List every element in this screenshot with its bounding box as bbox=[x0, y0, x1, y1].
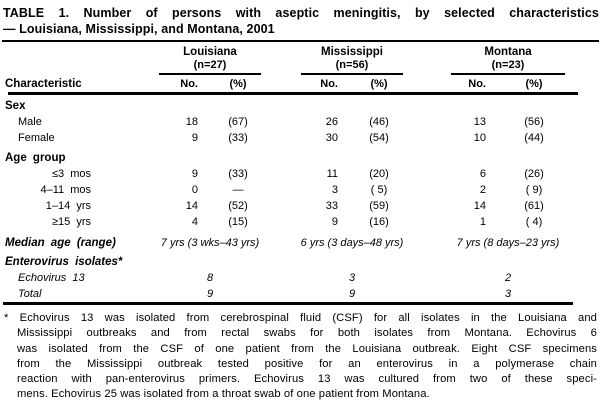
no-header-mississippi: No. bbox=[320, 78, 338, 90]
section-row-age-group bbox=[5, 150, 601, 166]
value-cell: 30 bbox=[325, 132, 338, 144]
footnote-line: Mississippi outbreaks and from rectal swabs for both isolates from Montana. Echovirus 6 bbox=[17, 327, 597, 340]
column-group-mississippi bbox=[301, 42, 403, 75]
value-cell: — bbox=[232, 184, 244, 196]
value-cell: 9 bbox=[191, 168, 198, 180]
value-cell: 9 bbox=[191, 132, 198, 144]
column-gap bbox=[269, 214, 293, 230]
column-group-louisiana bbox=[159, 42, 261, 75]
section-row-enterovirus-isolates bbox=[5, 254, 601, 270]
table-row-echovirus-13 bbox=[5, 270, 601, 286]
section-row-sex bbox=[5, 98, 601, 114]
value-cell: 3 bbox=[331, 184, 338, 196]
value-cell: 0 bbox=[191, 184, 198, 196]
footer-rule bbox=[3, 302, 573, 305]
column-gap bbox=[411, 214, 443, 230]
value-cell: (44) bbox=[524, 132, 544, 144]
group-n: (n=23) bbox=[491, 59, 525, 71]
column-gap bbox=[269, 130, 293, 146]
value-cell: ( 9) bbox=[525, 184, 543, 196]
value-cell: (52) bbox=[228, 200, 248, 212]
table-row-ge15yrs bbox=[5, 214, 601, 230]
column-group-montana bbox=[451, 42, 565, 75]
value-cell: 4 bbox=[191, 216, 198, 228]
value-cell: (67) bbox=[228, 116, 248, 128]
row-label: Echovirus 13 bbox=[18, 272, 85, 284]
table-row-4-11mos bbox=[5, 182, 601, 198]
row-label: ≤3 mos bbox=[52, 168, 91, 180]
column-gap bbox=[269, 166, 293, 182]
value-cell: 14 bbox=[473, 200, 486, 212]
value-cell: (54) bbox=[369, 132, 389, 144]
value-cell: ( 4) bbox=[525, 216, 543, 228]
value-cell: 13 bbox=[473, 116, 486, 128]
row-label: Total bbox=[18, 288, 42, 300]
value-cell: 2 bbox=[479, 184, 486, 196]
isolate-count-montana: 3 bbox=[504, 288, 512, 300]
row-label: 4–11 mos bbox=[40, 184, 91, 196]
column-gap bbox=[411, 114, 443, 130]
column-gap bbox=[411, 182, 443, 198]
isolate-count-mississippi: 3 bbox=[348, 272, 356, 284]
row-label: Female bbox=[18, 132, 55, 144]
value-cell: (59) bbox=[369, 200, 389, 212]
isolate-count-mississippi: 9 bbox=[348, 288, 356, 300]
footnote-line: mens. Echovirus 25 was isolated from a throat swab of one patient from Montana. bbox=[17, 388, 430, 401]
value-cell: 9 bbox=[331, 216, 338, 228]
value-cell: (33) bbox=[228, 168, 248, 180]
table-row-total bbox=[5, 286, 601, 302]
median-value-montana: 7 yrs (8 days–23 yrs) bbox=[456, 237, 560, 249]
footnote-line: reaction with pan-enterovirus primers. Echovirus 13 was cultured from two of these speci- bbox=[17, 373, 597, 386]
value-cell: 14 bbox=[185, 200, 198, 212]
value-cell: (61) bbox=[524, 200, 544, 212]
column-gap bbox=[411, 166, 443, 182]
column-gap bbox=[269, 198, 293, 214]
column-gap bbox=[411, 198, 443, 214]
value-cell: 10 bbox=[473, 132, 486, 144]
group-n: (n=27) bbox=[193, 59, 227, 71]
value-cell: (26) bbox=[524, 168, 544, 180]
group-name: Mississippi bbox=[321, 46, 383, 58]
section-label: Age group bbox=[5, 152, 66, 164]
value-cell: (46) bbox=[369, 116, 389, 128]
value-cell: ( 5) bbox=[370, 184, 388, 196]
table-row-male bbox=[5, 114, 601, 130]
value-cell: 26 bbox=[325, 116, 338, 128]
pct-header-montana: (%) bbox=[525, 78, 543, 90]
row-label: Median age (range) bbox=[5, 237, 116, 249]
no-header-montana: No. bbox=[468, 78, 486, 90]
value-cell: (15) bbox=[228, 216, 248, 228]
row-label: Male bbox=[18, 116, 42, 128]
group-name: Louisiana bbox=[183, 46, 237, 58]
table-row-1-14yrs bbox=[5, 198, 601, 214]
value-cell: 11 bbox=[326, 168, 338, 180]
pct-header-mississippi: (%) bbox=[370, 78, 388, 90]
value-cell: 1 bbox=[479, 216, 486, 228]
table-title-line2: — Louisiana, Mississippi, and Montana, 2001 bbox=[3, 22, 275, 36]
table-footnote bbox=[4, 311, 597, 403]
column-gap bbox=[269, 114, 293, 130]
value-cell: (20) bbox=[369, 168, 389, 180]
table-title-line1: TABLE 1. Number of persons with aseptic meningitis, by selected characteristics bbox=[3, 6, 599, 20]
data-table bbox=[0, 42, 601, 302]
characteristic-header: Characteristic bbox=[5, 78, 82, 90]
isolate-count-montana: 2 bbox=[504, 272, 512, 284]
table-row-le3mos bbox=[5, 166, 601, 182]
value-cell: (56) bbox=[524, 116, 544, 128]
footnote-line: was isolated from the CSF of one patient from the Louisiana outbreak. Eight CSF specimens bbox=[17, 342, 597, 355]
table-row-median-age bbox=[5, 235, 601, 251]
isolate-count-louisiana: 8 bbox=[206, 272, 214, 284]
median-value-mississippi: 6 yrs (3 days–48 yrs) bbox=[300, 237, 404, 249]
value-cell: (33) bbox=[228, 132, 248, 144]
row-label: ≥15 yrs bbox=[52, 216, 91, 228]
table-header bbox=[5, 42, 601, 92]
column-gap bbox=[269, 182, 293, 198]
column-gap bbox=[411, 130, 443, 146]
no-header-louisiana: No. bbox=[180, 78, 198, 90]
value-cell: 6 bbox=[479, 168, 486, 180]
footnote-line: * Echovirus 13 was isolated from cerebrospinal fluid (CSF) for all isolates in the Louisiana and bbox=[4, 312, 597, 324]
table-row-female bbox=[5, 130, 601, 146]
section-label: Enterovirus isolates* bbox=[5, 256, 123, 268]
value-cell: (16) bbox=[369, 216, 389, 228]
isolate-count-louisiana: 9 bbox=[206, 288, 214, 300]
row-label: 1–14 yrs bbox=[45, 200, 91, 212]
value-cell: 33 bbox=[325, 200, 338, 212]
pct-header-louisiana: (%) bbox=[229, 78, 247, 90]
group-name: Montana bbox=[484, 46, 532, 58]
table-body bbox=[5, 95, 601, 302]
section-label: Sex bbox=[5, 100, 26, 112]
footnote-line: from the Mississippi outbreak tested positive for an enterovirus in a polymerase chain bbox=[17, 357, 597, 370]
table-title bbox=[3, 5, 599, 37]
median-value-louisiana: 7 yrs (3 wks–43 yrs) bbox=[160, 237, 260, 249]
group-n: (n=56) bbox=[335, 59, 369, 71]
value-cell: 18 bbox=[185, 116, 198, 128]
